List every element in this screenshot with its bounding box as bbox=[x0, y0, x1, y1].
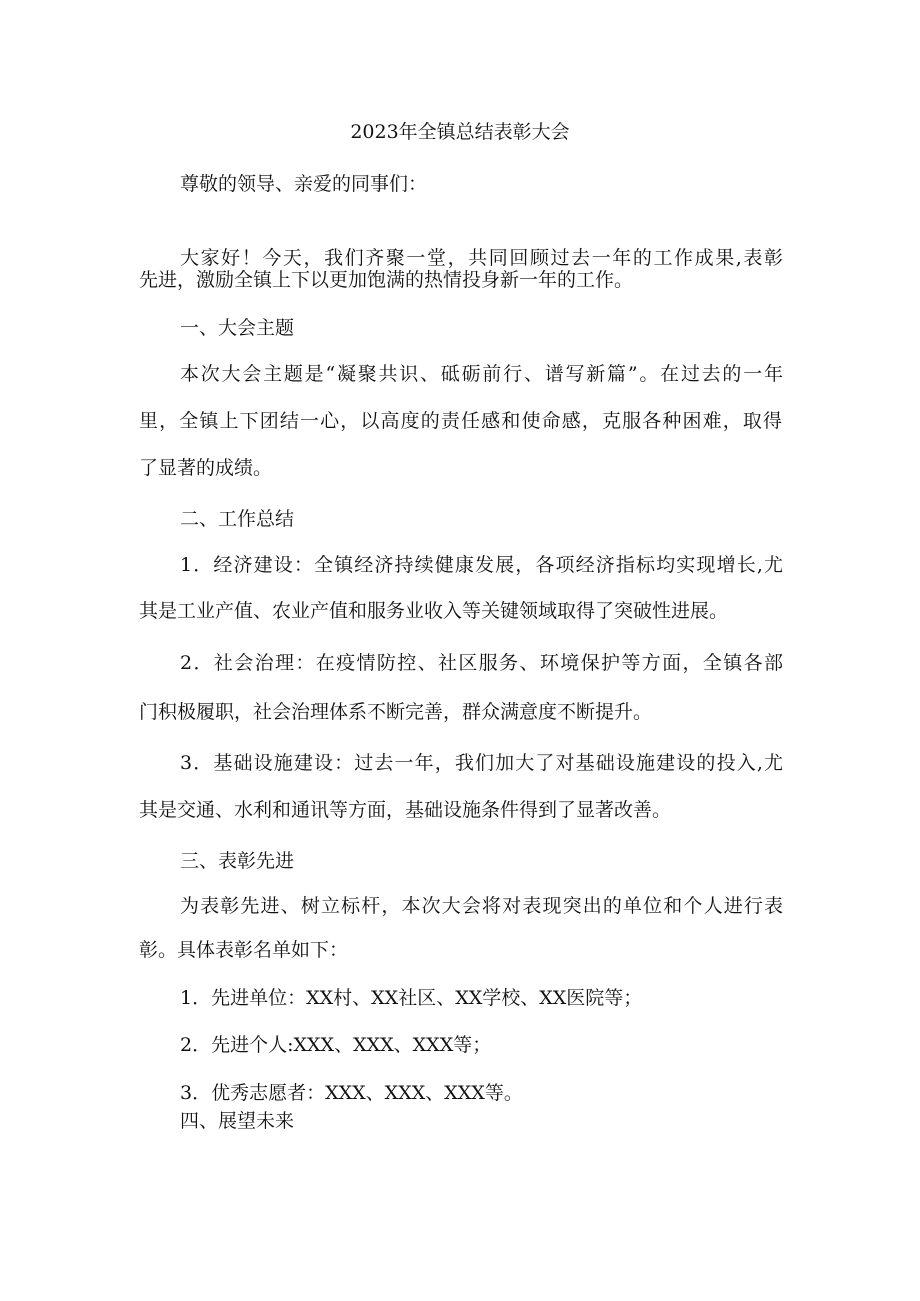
section-2-item-2-line-2: 门积极履职，社会治理体系不断完善，群众满意度不断提升。 bbox=[139, 701, 653, 723]
section-1-line-1: 本次大会主题是“凝聚共识、砥砺前行、谱写新篇”。在过去的一年 bbox=[180, 363, 783, 385]
intro-line-2: 先进，激励全镇上下以更加饱满的热情投身新一年的工作。 bbox=[139, 269, 634, 291]
section-3-line-1: 为表彰先进、树立标杆，本次大会将对表现突出的单位和个人进行表 bbox=[180, 895, 783, 917]
section-3-heading: 三、表彰先进 bbox=[180, 850, 295, 872]
section-3-line-2: 彰。具体表彰名单如下： bbox=[139, 939, 349, 961]
document-title: 2023年全镇总结表彰大会 bbox=[350, 121, 570, 143]
salutation: 尊敬的领导、亲爱的同事们： bbox=[180, 173, 428, 195]
section-2-item-1-line-1: 1．经济建设：全镇经济持续健康发展，各项经济指标均实现增长,尤 bbox=[180, 554, 783, 576]
section-2-item-2-line-1: 2．社会治理：在疫情防控、社区服务、环境保护等方面，全镇各部 bbox=[180, 652, 783, 674]
section-2-item-1-line-2: 其是工业产值、农业产值和服务业收入等关键领域取得了突破性进展。 bbox=[139, 600, 729, 622]
section-1-heading: 一、大会主题 bbox=[180, 317, 295, 339]
intro-line-1: 大家好！今天，我们齐聚一堂，共同回顾过去一年的工作成果,表彰 bbox=[180, 247, 783, 269]
section-3-item-3: 3．优秀志愿者：XXX、XXX、XXX等。 bbox=[180, 1082, 523, 1104]
section-4-heading: 四、展望未来 bbox=[180, 1110, 295, 1132]
section-2-item-3-line-2: 其是交通、水利和通讯等方面，基础设施条件得到了显著改善。 bbox=[139, 799, 672, 821]
section-2-item-3-line-1: 3．基础设施建设：过去一年，我们加大了对基础设施建设的投入,尤 bbox=[180, 752, 783, 774]
section-3-item-1: 1．先进单位：XX村、XX社区、XX学校、XX医院等； bbox=[180, 987, 643, 1009]
section-1-line-3: 了显著的成绩。 bbox=[139, 457, 273, 479]
section-2-heading: 二、工作总结 bbox=[180, 508, 295, 530]
section-1-line-2: 里，全镇上下团结一心，以高度的责任感和使命感，克服各种困难，取得 bbox=[139, 410, 782, 432]
section-3-item-2: 2．先进个人:XXX、XXX、XXX等； bbox=[180, 1034, 492, 1056]
